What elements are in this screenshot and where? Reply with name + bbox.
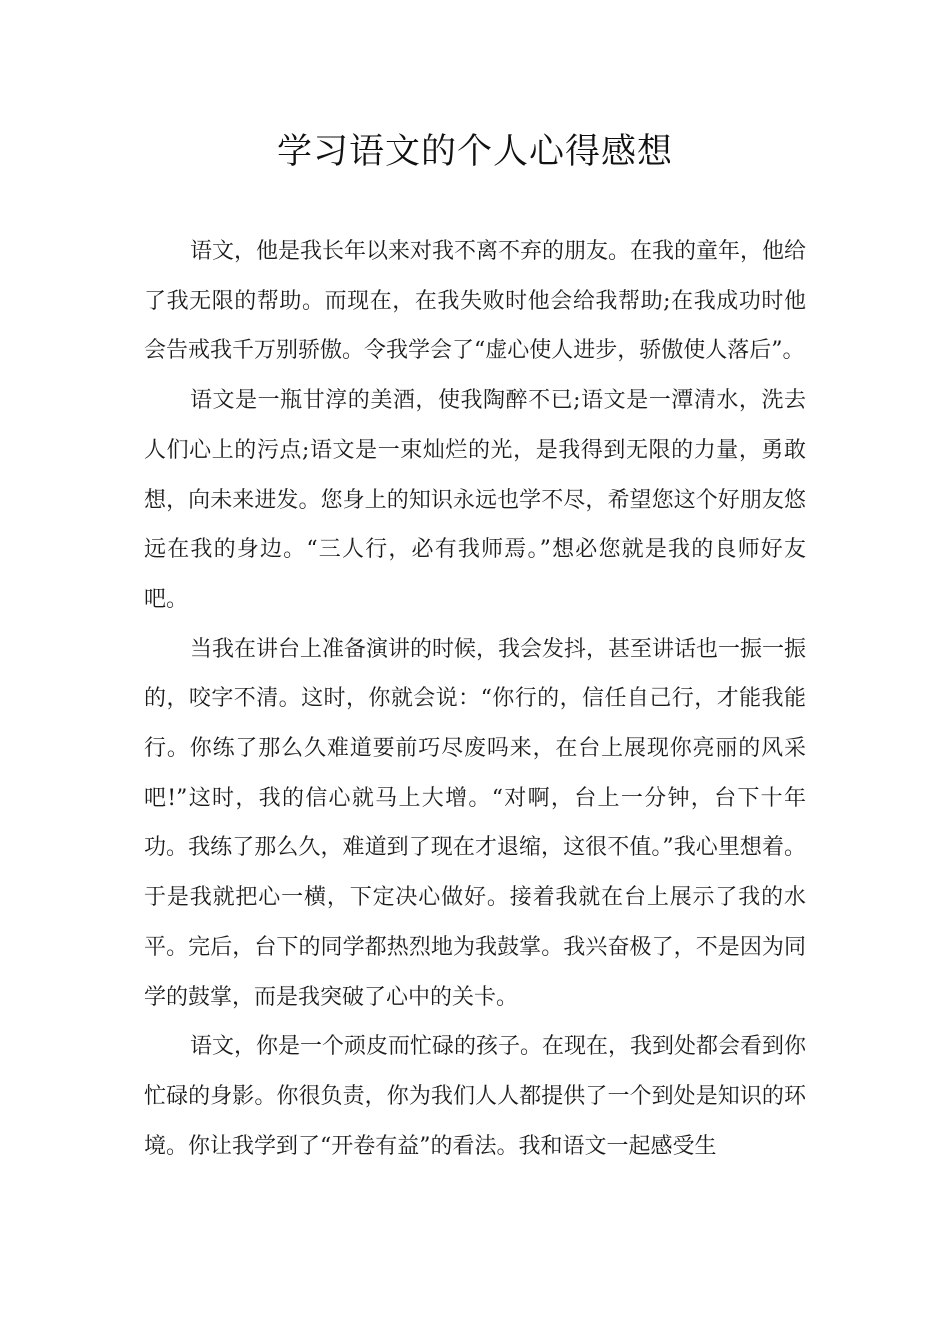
document-title: 学习语文的个人心得感想 bbox=[276, 132, 673, 172]
paragraph-2: 语文是一瓶甘淳的美酒，使我陶醉不已;语文是一潭清水，洗去人们心上的污点;语文是一束灿烂的光，是我得到无限的力量，勇敢想，向未来进发。您身上的知识永远也学不尽，希望您这个好朋友悠远在我的身边。“三人行，必有我师焉。”想必您就是我的良师好友吧。 bbox=[144, 388, 806, 612]
paragraph-1: 语文，他是我长年以来对我不离不弃的朋友。在我的童年，他给了我无限的帮助。而现在，在我失败时他会给我帮助;在我成功时他会告戒我千万别骄傲。令我学会了“虚心使人进步，骄傲使人落后”。 bbox=[144, 239, 807, 364]
paragraph-3: 当我在讲台上准备演讲的时候，我会发抖，甚至讲话也一振一振的，咬字不清。这时，你就会说：“你行的，信任自己行，才能我能行。你练了那么久难道要前巧尽废吗来，在台上展现你亮丽的风采吧!”这时，我的信心就马上大增。“对啊，台上一分钟，台下十年功。我练了那么久，难道到了现在才退缩，这很不值。”我心里想着。于是我就把心一横，下定决心做好。接着我就在台上展示了我的水平。完后，台下的同学都热烈地为我鼓掌。我兴奋极了，不是因为同学的鼓掌，而是我突破了心中的关卡。 bbox=[144, 636, 807, 1010]
document-body bbox=[144, 227, 806, 1171]
paragraph-4: 语文，你是一个顽皮而忙碌的孩子。在现在，我到处都会看到你忙碌的身影。你很负责，你为我们人人都提供了一个到处是知识的环境。你让我学到了“开卷有益”的看法。我和语文一起感受生 bbox=[144, 1034, 807, 1159]
